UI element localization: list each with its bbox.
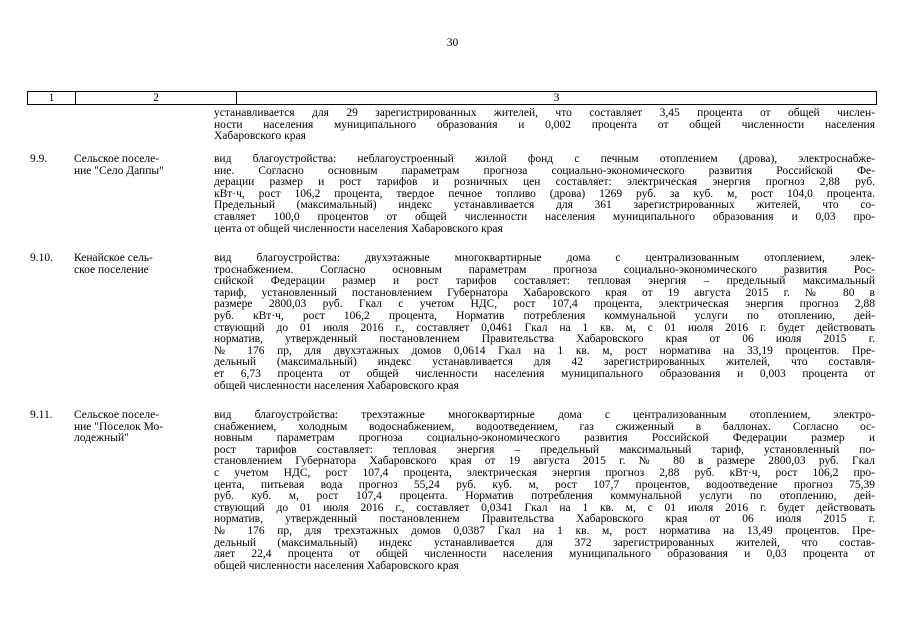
text-line: руб. кВт·ч, рост 106,2 процента, Норматив потребления коммунальной услуги по отоплению, дей- <box>214 309 875 322</box>
text-line: норматив, утвержденный постановлением Правительства Хабаровского края от 06 июля 2015 г. <box>214 333 875 346</box>
text-line: рост тарифов составляет: тепловая энергия – предельный максимальный тариф, установленный по- <box>214 443 875 456</box>
name-line: Сельское поселе- <box>74 153 160 165</box>
name-line: ское поселение <box>74 263 149 276</box>
text-line: устанавливается для 29 зарегистрированных жителей, что составляет 3,45 процента от общей числен- <box>214 107 875 119</box>
column-header-1: 1 <box>28 92 76 105</box>
settlement-name <box>74 253 209 276</box>
text-line: ствующий до 01 июля 2016 г., составляет 0,0461 Гкал на 1 кв. м, с 01 июля 2016 г. будет действовать <box>214 321 875 334</box>
text-line: норматив, утвержденный постановлением Правительства Хабаровского края от 06 июля 2015 г. <box>214 513 875 526</box>
continuation-text <box>214 108 875 143</box>
page-number: 30 <box>446 37 459 49</box>
name-line: Кенайское сель- <box>74 252 153 264</box>
column-header-3: 3 <box>237 92 877 105</box>
settlement-name <box>74 154 209 177</box>
text-line: вид благоустройства: двухэтажные многоквартирные дома с централизованным отоплением, элек- <box>214 252 875 264</box>
row-number <box>30 154 70 166</box>
name-line: ние "Село Даппы" <box>74 164 164 177</box>
row-description <box>214 154 875 235</box>
text-line: Предельный (максимальный) индекс устанавливается для 361 зарегистрированных жителей, что со- <box>214 199 875 212</box>
row-number-text: 9.9. <box>30 153 48 165</box>
text-line: вид благоустройства: неблагоустроенный жилой фонд с печным отоплением (дрова), электроснабже- <box>214 153 875 165</box>
name-line: ние "Поселок Мо- <box>74 420 164 433</box>
row-number <box>30 253 70 265</box>
text-line: новным параметрам прогноза социально-экономического развития Российской Федерации размер и <box>214 432 875 445</box>
name-line: Сельское поселе- <box>74 409 160 421</box>
text-line: тариф, установленный постановлением Губернатора Хабаровского края от 19 августа 2015 г. № 80 в <box>214 286 875 299</box>
text-line: ности населения муниципального образования и 0,002 процента от общей численности населения <box>214 118 875 131</box>
name-line: лодежный" <box>74 432 129 445</box>
text-line: общей численности населения Хабаровского края <box>214 379 459 392</box>
text-line: становлением Губернатора Хабаровского края от 19 августа 2015 г. № 80 в размере 2800,03 руб. Гкал <box>214 455 875 468</box>
text-line: ствующий до 01 июля 2016 г., составляет 0,0341 Гкал на 1 кв. м, с 01 июля 2016 г. будет действовать <box>214 501 875 514</box>
row-description <box>214 410 875 572</box>
text-line: ставляет 100,0 процентов от общей численности населения муниципального образования и 0,03 про- <box>214 210 875 223</box>
row-number <box>30 410 70 422</box>
text-line: дерации размер и рост тарифов и розничных цен составляет: электрическая энергия прогноз 2,88 руб. <box>214 176 875 189</box>
row-description <box>214 253 875 392</box>
text-line: общей численности населения Хабаровского края <box>214 559 459 572</box>
text-line: ет 6,73 процента от общей численности населения муниципального образования и 0,003 процента от <box>214 367 875 380</box>
text-line: с учетом НДС, рост 107,4 процента, электрическая энергия прогноз 2,88 руб. кВт·ч, рост 106,2 про- <box>214 466 875 479</box>
text-line: троснабжением. Согласно основным параметрам прогноза социально-экономического развития Рос- <box>214 263 875 276</box>
settlement-name <box>74 410 209 445</box>
text-line: ляет 22,4 процента от общей численности населения муниципального образования и 0,03 процента от <box>214 548 875 561</box>
text-line: сийской Федерации размер и рост тарифов составляет: тепловая энергия – предельный максимальный <box>214 275 875 288</box>
text-line: Хабаровского края <box>214 130 306 143</box>
text-line: дельный (максимальный) индекс устанавливается для 372 зарегистрированных жителей, что состав- <box>214 536 875 549</box>
text-line: дельный (максимальный) индекс устанавливается для 42 зарегистрированных жителей, что составля- <box>214 356 875 369</box>
row-number-text: 9.10. <box>30 252 53 264</box>
text-line: кВт·ч, рост 106,2 процента, твердое печное топливо (дрова) 1269 руб. за куб. м, рост 104,0 процента. <box>214 187 875 200</box>
text-line: ние. Согласно основным параметрам прогноза социально-экономического развития Российской Фе- <box>214 164 875 177</box>
text-line: вид благоустройства: трехэтажные многоквартирные дома с централизованным отоплением, электро- <box>214 409 875 421</box>
text-line: № 176 пр, для двухэтажных домов 0,0614 Гкал на 1 кв. м, рост норматива на 33,19 процентов. Пре- <box>214 344 875 357</box>
text-line: размере 2800,03 руб. Гкал с учетом НДС, рост 107,4 процента, электрическая энергия прогноз 2,88 <box>214 298 875 311</box>
text-line: цента, питьевая вода прогноз 55,24 руб. куб. м, рост 107,7 процентов, водоотведение прогноз 75,39 <box>214 478 875 491</box>
text-line: цента от общей численности населения Хабаровского края <box>214 222 503 235</box>
row-number-text: 9.11. <box>30 409 53 421</box>
text-line: № 176 пр, для трехэтажных домов 0,0387 Гкал на 1 кв. м, рост норматива на 13,49 процентов. Пре- <box>214 524 875 537</box>
text-line: руб. куб. м, рост 107,4 процента. Норматив потребления коммунальной услуги по отоплению, дей- <box>214 490 875 503</box>
column-header-row <box>28 92 877 105</box>
text-line: снабжением, холодным водоснабжением, водоотведением, газ сжиженный в баллонах. Согласно ос- <box>214 420 875 433</box>
column-header-2: 2 <box>76 92 237 105</box>
column-header-table <box>27 91 877 105</box>
